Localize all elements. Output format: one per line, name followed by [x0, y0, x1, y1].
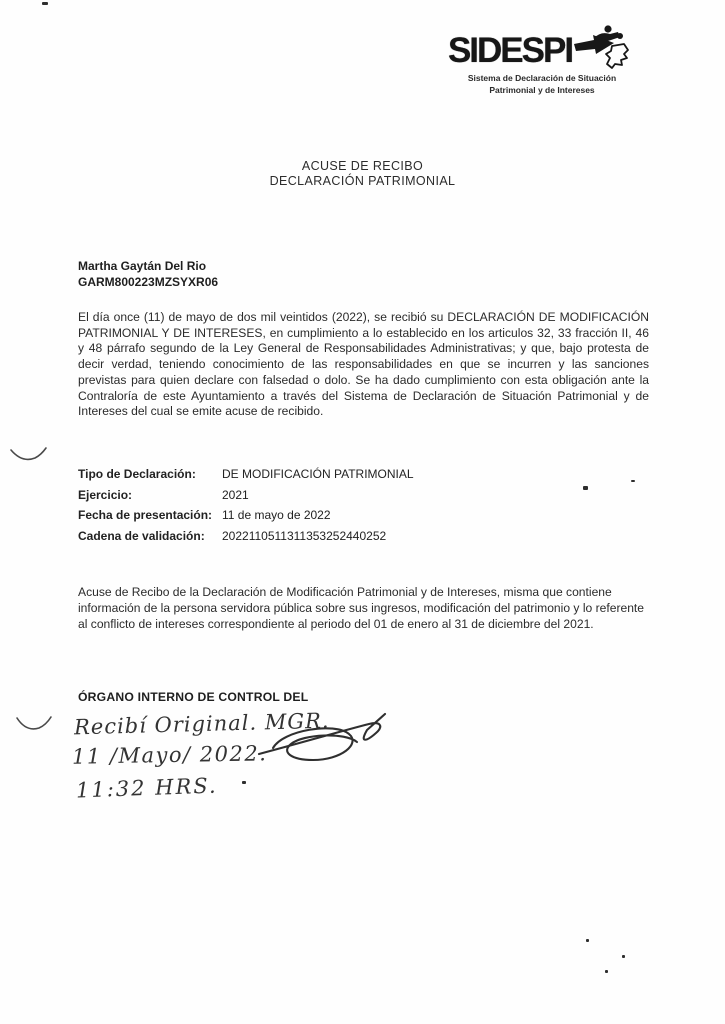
- sidespi-tagline-line1: Sistema de Declaración de Situación: [467, 73, 617, 83]
- body-paragraph-2: Acuse de Recibo de la Declaración de Modificación Patrimonial y de Intereses, misma que contiene información de la persona servidora pública sobre sus ingresos, modificación del patrimonio y lo referente al conflicto de intereses correspondiente al periodo del 01 de enero al 31 de diciembre del 2021.: [78, 585, 645, 631]
- detail-value-cadena: 2022110511311353252440252: [222, 528, 387, 543]
- body-paragraph-1: El día once (11) de mayo de dos mil veintidos (2022), se recibió su DECLARACIÓN DE MODIFICACIÓN PATRIMONIAL Y DE INTERESES, en cumplimiento a lo establecido en los articulos 32, 33 fracción II, 46 y 48 párrafo segundo de la Ley General de Responsabilidades Administrativas; y que, bajo protesta de decir verdad, teniendo conocimiento de las responsabilidades en que se incurren y las sanciones previstas para quien declare con falsedad o dolo. Se ha dado cumplimiento con esta obligación ante la Contraloría de este Ayuntamiento a través del Sistema de Declaración de Situación Patrimonial y de Intereses del cual se emite acuse de recibido.: [78, 310, 649, 419]
- scan-speck: [631, 480, 635, 482]
- scan-speck: [583, 486, 588, 490]
- detail-value-ejercicio: 2021: [222, 487, 249, 502]
- handwritten-note-line3: 11:32 HRS.: [75, 773, 219, 803]
- scan-speck: [42, 2, 48, 5]
- scan-speck: [586, 939, 589, 942]
- recipient-block: [78, 258, 218, 290]
- document-title: [0, 159, 725, 189]
- signature-scribble: [253, 702, 393, 782]
- sidespi-logo-text: SIDESPI: [447, 31, 573, 70]
- scan-speck: [605, 970, 608, 973]
- detail-label-fecha: Fecha de presentación:: [78, 508, 213, 522]
- handwritten-note-line1: Recibí Original. MGR.: [73, 708, 330, 740]
- detail-label-ejercicio: Ejercicio:: [78, 487, 133, 502]
- organo-interno-heading: ÓRGANO INTERNO DE CONTROL DEL: [78, 690, 309, 704]
- recipient-curp: GARM800223MZSYXR06: [78, 275, 219, 289]
- detail-value-fecha: 11 de mayo de 2022: [222, 508, 331, 522]
- recipient-name: Martha Gaytán Del Rio: [78, 259, 207, 273]
- detail-label-cadena: Cadena de validación:: [78, 528, 205, 543]
- arrow-rider-map-icon: [574, 24, 636, 72]
- handwritten-check-mark: [8, 437, 50, 465]
- title-line-2: DECLARACIÓN PATRIMONIAL: [269, 174, 456, 188]
- title-line-1: ACUSE DE RECIBO: [301, 159, 424, 173]
- handwritten-note-line2: 11 /Mayo/ 2022.: [71, 741, 268, 769]
- sidespi-tagline-line2: Patrimonial y de Intereses: [489, 84, 595, 95]
- detail-value-tipo: DE MODIFICACIÓN PATRIMONIAL: [222, 467, 414, 481]
- detail-label-tipo: Tipo de Declaración:: [78, 467, 196, 481]
- scan-speck: [242, 781, 246, 784]
- scan-speck: [622, 955, 625, 958]
- sidespi-logo: [436, 30, 648, 95]
- declaration-details: [78, 467, 414, 543]
- handwritten-check-mark: [13, 708, 55, 736]
